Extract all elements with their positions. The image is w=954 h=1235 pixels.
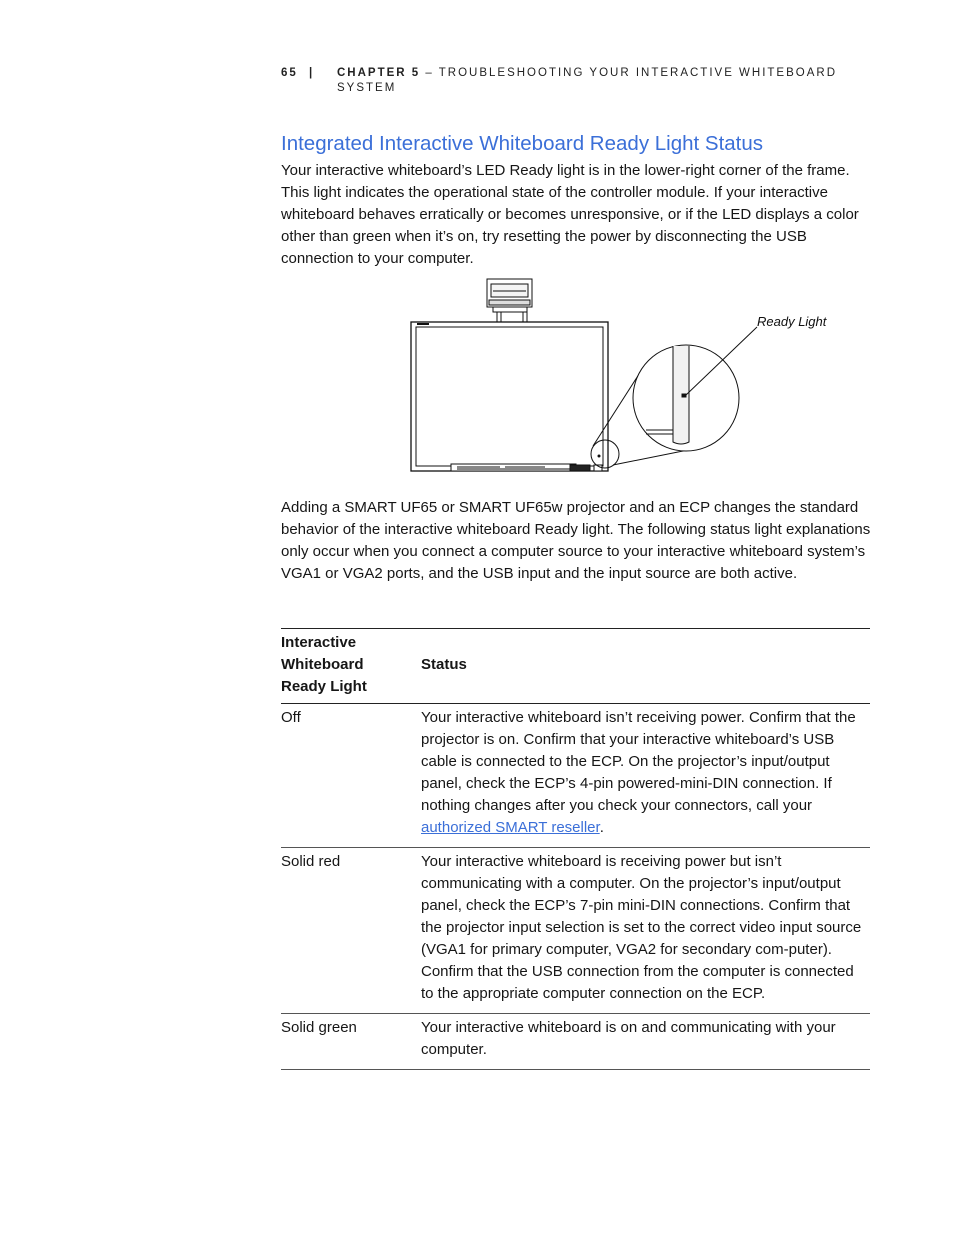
ready-light-indicator <box>598 455 601 458</box>
pen-tray <box>451 464 602 471</box>
column-header-status: Status <box>421 629 870 704</box>
ready-light-status-table <box>281 628 870 1070</box>
table-header-row <box>281 629 870 704</box>
chapter-heading <box>337 66 847 96</box>
table-row <box>281 704 870 848</box>
section-title: Integrated Interactive Whiteboard Ready Light Status <box>281 132 764 155</box>
whiteboard-illustration <box>405 276 845 481</box>
zoom-detail <box>633 345 739 451</box>
light-state: Solid green <box>281 1014 421 1070</box>
light-state: Off <box>281 704 421 848</box>
authorized-reseller-link[interactable]: authorized SMART reseller <box>421 819 600 836</box>
table-row <box>281 848 870 1014</box>
status-description: Your interactive whiteboard is on and communicating with your computer. <box>421 1014 870 1070</box>
light-state: Solid red <box>281 848 421 1014</box>
body-paragraph: Adding a SMART UF65 or SMART UF65w projector and an ECP changes the standard behavior of the interactive whiteboard Ready light. The following status light explanations only occur when you connect a computer source to your interactive whiteboard system’s VGA1 or VGA2 ports, and the USB input and the input source are both active. <box>281 499 871 582</box>
page-number: 65 <box>281 67 298 79</box>
whiteboard-figure <box>405 276 845 481</box>
status-description: Your interactive whiteboard is receiving power but isn’t communicating with a computer. On the projector’s input/output panel, check the ECP’s 7-pin mini-DIN connections. Confirm that the projector input selection is set to the correct video input source (VGA1 for primary computer, VGA2 for secondary com-puter). Confirm that the USB connection from the computer is connected to the appropriate computer connection on the ECP. <box>421 848 870 1014</box>
chapter-label: CHAPTER 5 <box>337 67 421 79</box>
projector-icon <box>487 279 532 322</box>
intro-paragraph: Your interactive whiteboard’s LED Ready light is in the lower-right corner of the frame. This light indicates the operational state of the controller module. If your interactive whiteboard behaves erratically or becomes unresponsive, or if the LED displays a color other than green when it’s on, try resetting the power by disconnecting the USB connection to your computer. <box>281 162 859 267</box>
header-separator: | <box>309 67 315 79</box>
chapter-title: – TROUBLESHOOTING YOUR INTERACTIVE WHITEBOARD SYSTEM <box>337 67 838 94</box>
status-description: Your interactive whiteboard isn’t receiving power. Confirm that the projector is on. Confirm that your interactive whiteboard’s USB cable is connected to the ECP. On the projector’s input/output panel, check the ECP’s 4-pin powered-mini-DIN connection. If nothing changes after you check your connectors, call your authorized SMART reseller. <box>421 704 870 848</box>
table-row <box>281 1014 870 1070</box>
column-header-light: Interactive Whiteboard Ready Light <box>281 629 421 704</box>
ready-light-callout: Ready Light <box>757 314 827 329</box>
whiteboard-frame <box>411 322 608 471</box>
